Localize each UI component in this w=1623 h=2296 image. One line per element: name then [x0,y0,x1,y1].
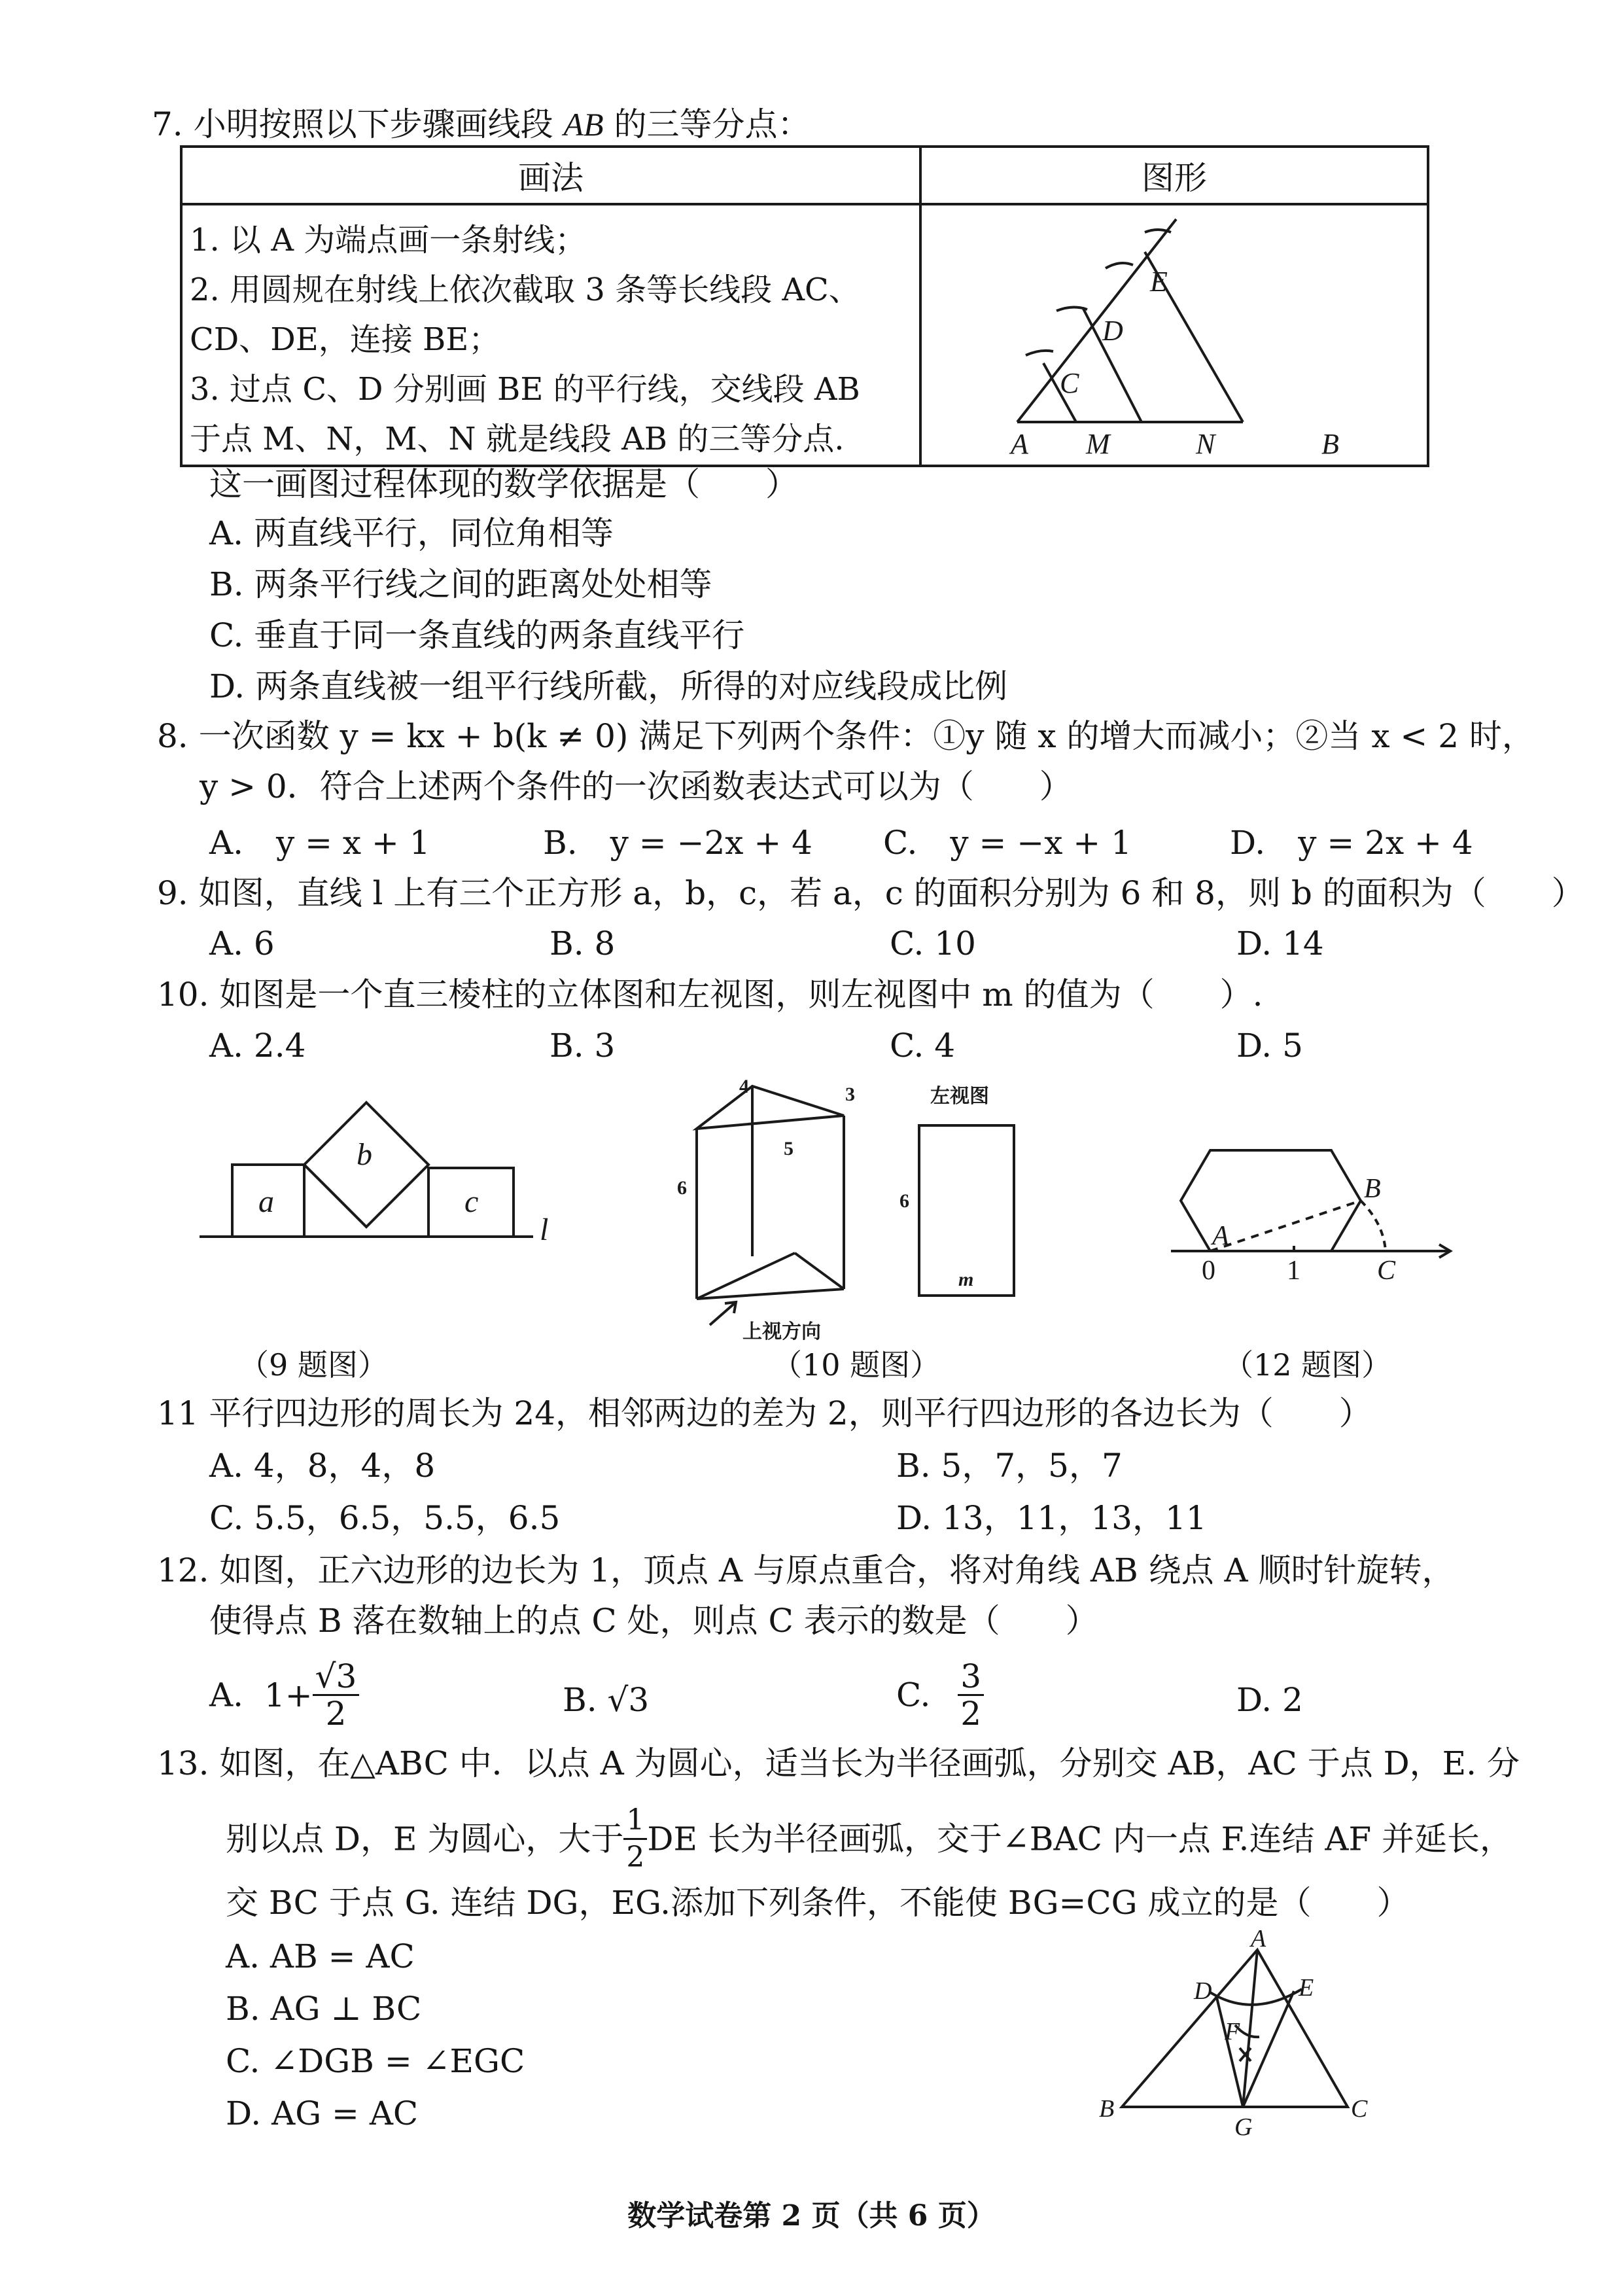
q12-option-b[interactable]: B. √3 [563,1681,650,1719]
q9-option-b[interactable]: B. 8 [550,925,616,963]
q7-question: 这一画图过程体现的数学依据是（ ） [209,465,798,503]
q7-label-m: M [1086,428,1110,455]
fig12-hexagon [1181,1150,1361,1251]
q7-option-d[interactable]: D. 两条直线被一组平行线所截，所得的对应线段成比例 [209,667,1008,705]
fig10-caption: （10 题图） [772,1347,941,1383]
fig13-label-d: D [1194,1977,1212,2005]
q7-option-b[interactable]: B. 两条平行线之间的距离处处相等 [209,565,712,603]
q13-line1: 13. 如图，在△ABC 中．以点 A 为圆心，适当长为半径画弧，分别交 AB，AC 于点 D，E. 分 [157,1744,1520,1782]
q7-figure [922,206,1426,455]
q11-option-a[interactable]: A. 4，8，4，8 [209,1447,436,1485]
fig13 [1086,1927,1400,2143]
fig10-side-title: 左视图 [930,1086,989,1107]
fig13-line-dg [1217,1998,1243,2107]
q7-step3b: 于点 M、N，M、N 就是线段 AB 的三等分点. [190,421,845,457]
page-footer: 数学试卷第 2 页（共 6 页） [627,2199,996,2233]
fig12-label-c: C [1377,1256,1396,1286]
fig10-label-6: 6 [677,1177,687,1199]
q7-label-c: C [1060,367,1079,399]
q8-option-c[interactable]: C. y = −x + 1 [883,824,1132,862]
fig13-line-ag [1243,1950,1257,2107]
q7-label-n: N [1196,428,1215,455]
q13-option-b[interactable]: B. AG ⊥ BC [226,1990,422,2028]
q9-line1: 9. 如图，直线 l 上有三个正方形 a，b，c，若 a，c 的面积分别为 6 和 8，则 b 的面积为（ ） [157,874,1584,912]
q7-step2b: CD、DE，连接 BE； [190,321,500,358]
q7-col-figure: 图形 [920,147,1428,204]
q7-label-d: D [1102,315,1123,347]
fig12-label-b: B [1364,1174,1381,1204]
fig10-direction: 上视方向 [742,1321,821,1343]
q13-line2: 别以点 D，E 为圆心，大于 $\frac{1}{2}$ DE 长为半径画弧，交于∠BAC 内一点 F.连结 AF 并延长， [226,1803,1513,1874]
fig9-label-c: c [464,1184,479,1219]
q7-col-method: 画法 [181,147,920,204]
q13-option-d[interactable]: D. AG = AC [226,2094,419,2132]
q12-line1: 12. 如图，正六边形的边长为 1，顶点 A 与原点重合，将对角线 AB 绕点 A 顺时针旋转， [157,1551,1455,1589]
q10-option-b[interactable]: B. 3 [550,1027,616,1065]
q12-option-d[interactable]: D. 2 [1236,1681,1303,1719]
fig9 [193,1093,566,1263]
fig10-label-m: m [958,1269,974,1290]
fig9-label-a: a [258,1184,274,1219]
q9-option-c[interactable]: C. 10 [890,925,976,963]
q10-option-c[interactable]: C. 4 [890,1027,956,1065]
fig10-label-3: 3 [845,1084,855,1105]
q7-step3a: 3. 过点 C、D 分别画 BE 的平行线，交线段 AB [190,371,860,408]
q12-option-c[interactable]: C. $\frac{3}{2}$ [896,1659,984,1731]
fig13-label-g: G [1234,2113,1253,2141]
q7-option-a[interactable]: A. 两直线平行，同位角相等 [209,514,614,552]
fig12-diagonal-ab [1210,1201,1361,1251]
q7-step2a: 2. 用圆规在射线上依次截取 3 条等长线段 AC、 [190,272,860,308]
q8-line2: y > 0．符合上述两个条件的一次函数表达式可以为（ ） [200,768,1072,805]
q11-option-c[interactable]: C. 5.5，6.5，5.5，6.5 [209,1499,561,1537]
q7-arc-top [1145,230,1171,232]
q8-option-d[interactable]: D. y = 2x + 4 [1230,824,1473,862]
q12-line2: 使得点 B 落在数轴上的点 C 处，则点 C 表示的数是（ ） [209,1602,1098,1640]
fig9-label-l: l [540,1212,549,1247]
q11-option-b[interactable]: B. 5，7，5，7 [896,1447,1123,1485]
q13-option-c[interactable]: C. ∠DGB = ∠EGC [226,2042,525,2080]
q7-label-e: E [1150,266,1168,298]
q12-option-a[interactable]: A. 1+ $\frac{√3}{2}$ [209,1659,359,1731]
q9-option-a[interactable]: A. 6 [209,925,275,963]
q7-stem: 7. 小明按照以下步骤画线段 AB 的三等分点： [152,105,811,143]
q9-option-d[interactable]: D. 14 [1236,925,1324,963]
fig13-label-f: F [1225,2018,1240,2045]
fig12-label-0: 0 [1202,1256,1215,1286]
fig12-label-a: A [1212,1221,1229,1251]
q7-ray [1017,219,1176,422]
q10-option-a[interactable]: A. 2.4 [209,1027,306,1065]
fig10-top-face [697,1086,844,1129]
q10-option-d[interactable]: D. 5 [1236,1027,1303,1065]
fig12-label-1: 1 [1287,1256,1300,1286]
q13-line3: 交 BC 于点 G. 连结 DG，EG.添加下列条件，不能使 BG=CG 成立的是（ ） [226,1884,1410,1922]
q7-steps-cell [181,204,920,466]
fig12-rotation-arc [1361,1201,1386,1251]
q11-option-d[interactable]: D. 13，11，13，11 [896,1499,1207,1537]
q7-label-a: A [1011,428,1028,455]
q7-arc-e [1106,263,1133,268]
q7-step1: 1. 以 A 为端点画一条射线； [190,222,587,258]
fig13-label-c: C [1351,2095,1368,2123]
q8-line1: 8. 一次函数 y = kx + b(k ≠ 0) 满足下列两个条件：①y 随 x 的增大而减小；②当 x < 2 时， [157,717,1535,755]
fig13-mark-f [1240,2048,1251,2061]
fig12 [1161,1080,1462,1296]
q8-option-b[interactable]: B. y = −2x + 4 [543,824,812,862]
q7-table [180,145,1429,467]
q10-line1: 10. 如图是一个直三棱柱的立体图和左视图，则左视图中 m 的值为（ ）. [157,976,1263,1014]
q8-option-a[interactable]: A. y = x + 1 [209,824,430,862]
fig13-label-e: E [1299,1974,1314,2002]
fig13-label-b: B [1099,2095,1115,2123]
fig10-label-5: 5 [784,1138,794,1159]
q11-line1: 11 平行四边形的周长为 24，相邻两边的差为 2，则平行四边形的各边长为（ ） [157,1394,1372,1432]
q13-option-a[interactable]: A. AB = AC [226,1937,415,1975]
q7-label-b: B [1321,428,1339,455]
q7-figure-cell [920,204,1428,466]
q7-option-c[interactable]: C. 垂直于同一条直线的两条直线平行 [209,616,745,654]
fig10 [661,1073,1066,1348]
fig13-label-a: A [1251,1927,1266,1952]
q7-arc-c [1026,351,1053,355]
fig9-caption: （9 题图） [239,1347,388,1383]
fig9-label-b: b [357,1137,372,1172]
fig10-label-4: 4 [739,1076,749,1097]
fig12-caption: （12 题图） [1223,1347,1392,1383]
fig10-side-6: 6 [899,1190,909,1212]
